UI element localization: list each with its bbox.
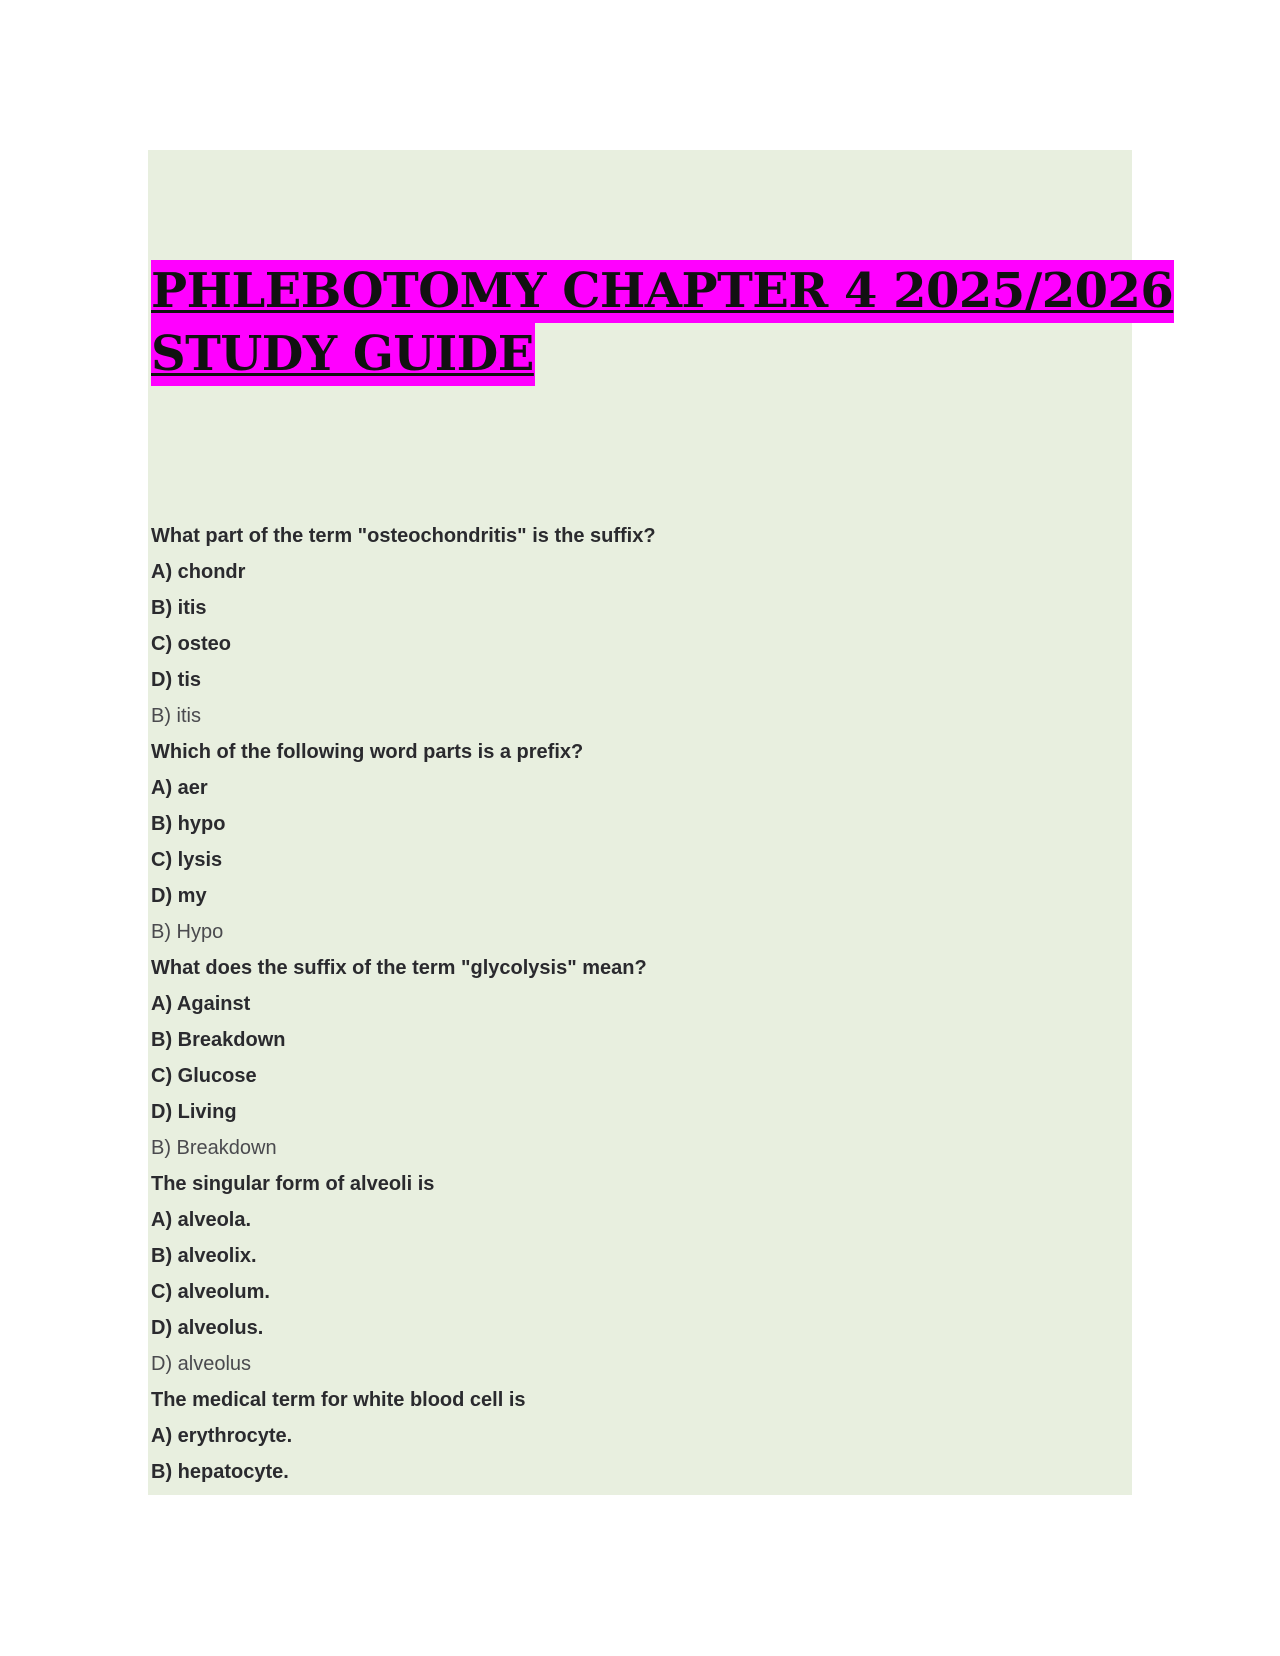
option-a: A) aer [151, 777, 208, 799]
answer-text: D) alveolus [151, 1353, 252, 1375]
question-text: The medical term for white blood cell is [151, 1389, 526, 1411]
document-title [151, 260, 1174, 386]
answer-text: B) Hypo [151, 921, 224, 943]
option-d: D) tis [151, 669, 201, 691]
question-list [151, 518, 1111, 1490]
title-line-2: STUDY GUIDE [151, 323, 535, 386]
option-a: A) erythrocyte. [151, 1425, 293, 1447]
question-text: Which of the following word parts is a prefix? [151, 741, 584, 763]
question-text: What does the suffix of the term "glycolysis" mean? [151, 957, 647, 979]
option-c: C) Glucose [151, 1065, 257, 1087]
option-d: D) alveolus. [151, 1317, 264, 1339]
answer-text: B) itis [151, 705, 201, 727]
option-a: A) Against [151, 993, 251, 1015]
option-b: B) hypo [151, 813, 226, 835]
option-a: A) alveola. [151, 1209, 252, 1231]
option-c: C) osteo [151, 633, 231, 655]
question-text: What part of the term "osteochondritis" is the suffix? [151, 525, 656, 547]
option-b: B) hepatocyte. [151, 1461, 289, 1483]
question-text: The singular form of alveoli is [151, 1173, 435, 1195]
option-b: B) itis [151, 597, 207, 619]
option-c: C) alveolum. [151, 1281, 270, 1303]
option-d: D) my [151, 885, 207, 907]
option-b: B) Breakdown [151, 1029, 286, 1051]
document-page [148, 150, 1174, 1495]
title-line-1: PHLEBOTOMY CHAPTER 4 2025/2026 [151, 260, 1174, 323]
option-b: B) alveolix. [151, 1245, 257, 1267]
option-d: D) Living [151, 1101, 237, 1123]
option-a: A) chondr [151, 561, 246, 583]
option-c: C) lysis [151, 849, 223, 871]
answer-text: B) Breakdown [151, 1137, 277, 1159]
